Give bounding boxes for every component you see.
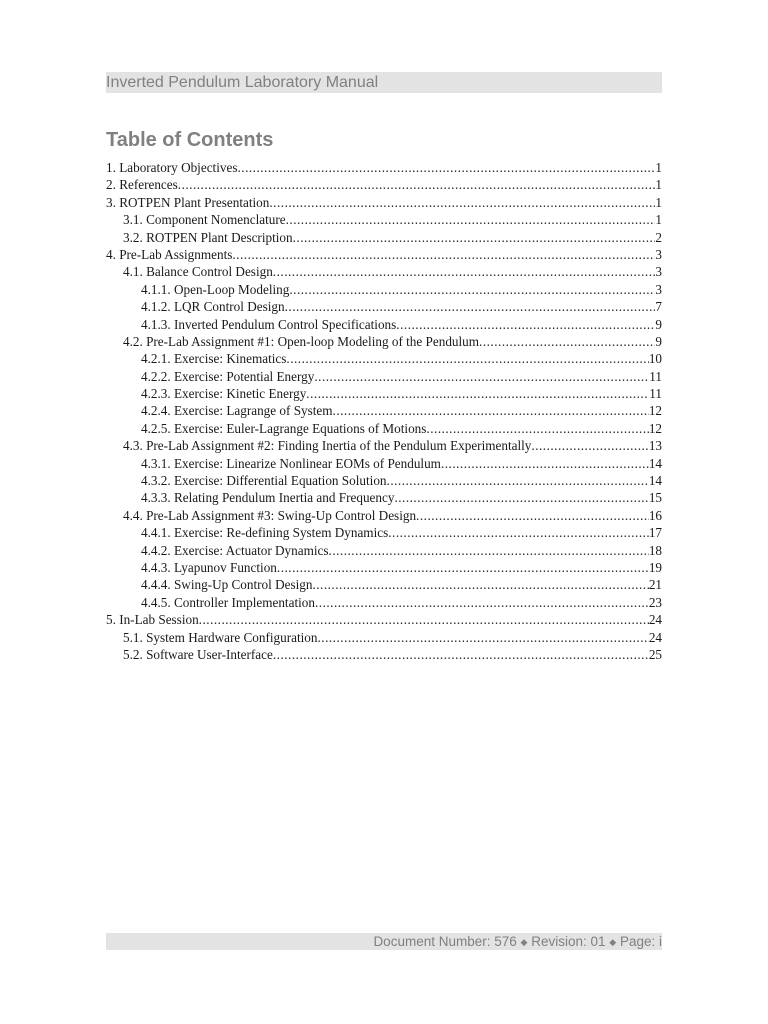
toc-entry[interactable] [106, 524, 662, 541]
toc-entry-label: 4.3.2. Exercise: Differential Equation Solution [141, 473, 387, 489]
toc-dot-leader [426, 420, 648, 437]
toc-entry-page: 17 [648, 525, 662, 541]
toc-entry[interactable] [106, 281, 662, 298]
toc-entry-label: 4.2.4. Exercise: Lagrange of System [141, 403, 333, 419]
toc-entry[interactable] [106, 298, 662, 315]
toc-entry[interactable] [106, 176, 662, 193]
toc-entry-label: 2. References [106, 177, 178, 193]
toc-entry-page: 11 [649, 368, 662, 384]
toc-title: Table of Contents [106, 129, 274, 151]
toc-entry-label: 4.1. Balance Control Design [123, 264, 273, 280]
toc-entry[interactable] [106, 594, 662, 611]
toc-entry-page: 9 [655, 333, 662, 349]
toc-entry-label: 4.2. Pre-Lab Assignment #1: Open-loop Modeling of the Pendulum [123, 333, 480, 349]
toc-entry-label: 3.2. ROTPEN Plant Description [123, 229, 293, 245]
toc-entry[interactable] [106, 350, 662, 367]
toc-entry-label: 4.4.5. Controller Implementation [141, 594, 315, 610]
footer-page: Page: i [619, 934, 662, 949]
toc-dot-leader [314, 368, 649, 385]
toc-entry[interactable] [106, 402, 662, 419]
toc-dot-leader [293, 229, 656, 246]
footer-separator-1: ◆ [520, 937, 528, 947]
toc-entry-label: 3.1. Component Nomenclature [123, 212, 286, 228]
toc-dot-leader [479, 333, 655, 350]
toc-entry[interactable] [106, 211, 662, 228]
toc-dot-leader [396, 316, 655, 333]
toc-entry[interactable] [106, 559, 662, 576]
toc-entry[interactable] [106, 246, 662, 263]
toc-entry-label: 4.2.3. Exercise: Kinetic Energy [141, 386, 307, 402]
toc-dot-leader [273, 646, 649, 663]
toc-entry-page: 12 [648, 403, 662, 419]
toc-dot-leader [286, 350, 648, 367]
toc-entry[interactable] [106, 576, 662, 593]
toc-dot-leader [269, 194, 655, 211]
toc-entry-page: 1 [655, 177, 662, 193]
toc-entry-label: 4.2.5. Exercise: Euler-Lagrange Equations of Motions [141, 420, 427, 436]
toc-entry-page: 24 [648, 612, 662, 628]
toc-entry-page: 15 [648, 490, 662, 506]
toc-entry-page: 11 [649, 386, 662, 402]
footer-text [373, 933, 662, 951]
toc-entry-page: 3 [655, 264, 662, 280]
toc-dot-leader [273, 263, 656, 280]
toc-dot-leader [199, 611, 649, 628]
toc-entry[interactable] [106, 263, 662, 280]
toc-dot-leader [306, 385, 649, 402]
toc-entry-label: 4.4.2. Exercise: Actuator Dynamics [141, 542, 329, 558]
toc-entry-page: 7 [655, 299, 662, 315]
toc-entry-label: 5.1. System Hardware Configuration [123, 629, 318, 645]
toc-entry-page: 9 [655, 316, 662, 332]
toc-entry-label: 4.4.4. Swing-Up Control Design [141, 577, 313, 593]
toc-entry[interactable] [106, 489, 662, 506]
toc-dot-leader [285, 298, 656, 315]
toc-entry-label: 4.1.3. Inverted Pendulum Control Specifications [141, 316, 397, 332]
toc-dot-leader [329, 542, 649, 559]
toc-entry-label: 4.4.1. Exercise: Re-defining System Dynamics [141, 525, 389, 541]
toc-list [106, 159, 662, 663]
toc-entry[interactable] [106, 472, 662, 489]
toc-dot-leader [277, 559, 649, 576]
toc-entry-page: 19 [648, 559, 662, 575]
toc-entry[interactable] [106, 629, 662, 646]
toc-dot-leader [232, 246, 655, 263]
toc-entry-page: 1 [655, 194, 662, 210]
toc-dot-leader [289, 281, 655, 298]
toc-dot-leader [394, 489, 648, 506]
toc-dot-leader [531, 437, 648, 454]
footer-document-number: Document Number: 576 [373, 934, 517, 949]
toc-dot-leader [315, 594, 649, 611]
toc-entry[interactable] [106, 420, 662, 437]
toc-entry-page: 3 [655, 246, 662, 262]
toc-dot-leader [333, 402, 649, 419]
toc-entry-label: 4.1.2. LQR Control Design [141, 299, 285, 315]
toc-entry-label: 4.3. Pre-Lab Assignment #2: Finding Inertia of the Pendulum Experimentally [123, 438, 532, 454]
footer-separator-2: ◆ [609, 937, 617, 947]
toc-entry-label: 3. ROTPEN Plant Presentation [106, 194, 270, 210]
toc-entry[interactable] [106, 437, 662, 454]
header-title: Inverted Pendulum Laboratory Manual [106, 74, 379, 91]
toc-entry-page: 18 [648, 542, 662, 558]
toc-entry[interactable] [106, 507, 662, 524]
toc-entry[interactable] [106, 316, 662, 333]
toc-entry-page: 12 [648, 420, 662, 436]
toc-entry-page: 16 [648, 507, 662, 523]
toc-dot-leader [312, 576, 648, 593]
toc-entry-page: 3 [655, 281, 662, 297]
toc-entry-page: 10 [648, 351, 662, 367]
toc-entry-label: 4.2.1. Exercise: Kinematics [141, 351, 287, 367]
toc-entry-page: 14 [648, 455, 662, 471]
toc-dot-leader [387, 472, 649, 489]
toc-entry-page: 25 [648, 646, 662, 662]
running-header [106, 72, 662, 93]
footer-revision: Revision: 01 [531, 934, 606, 949]
toc-entry-label: 4.2.2. Exercise: Potential Energy [141, 368, 315, 384]
toc-dot-leader [237, 159, 655, 176]
toc-entry-page: 24 [648, 629, 662, 645]
toc-entry[interactable] [106, 542, 662, 559]
toc-entry[interactable] [106, 159, 662, 176]
toc-entry[interactable] [106, 455, 662, 472]
toc-entry-page: 21 [648, 577, 662, 593]
toc-entry[interactable] [106, 385, 662, 402]
toc-entry[interactable] [106, 368, 662, 385]
toc-entry-label: 4.4.3. Lyapunov Function [141, 559, 277, 575]
toc-entry-label: 4. Pre-Lab Assignments [106, 246, 233, 262]
toc-entry-label: 5. In-Lab Session [106, 612, 199, 628]
toc-entry[interactable] [106, 194, 662, 211]
toc-entry-label: 1. Laboratory Objectives [106, 160, 238, 175]
toc-entry-label: 4.3.1. Exercise: Linearize Nonlinear EOMs of Pendulum [141, 455, 441, 471]
toc-dot-leader [388, 524, 649, 541]
toc-entry-label: 4.4. Pre-Lab Assignment #3: Swing-Up Control Design [123, 507, 417, 523]
toc-entry-page: 1 [655, 212, 662, 228]
toc-entry-page: 23 [648, 594, 662, 610]
toc-dot-leader [178, 176, 656, 193]
toc-entry[interactable] [106, 646, 662, 663]
toc-entry-page: 2 [655, 229, 662, 245]
toc-entry[interactable] [106, 611, 662, 628]
toc-entry-label: 4.3.3. Relating Pendulum Inertia and Frequency [141, 490, 395, 506]
toc-dot-leader [441, 455, 649, 472]
toc-dot-leader [416, 507, 649, 524]
toc-entry-page: 14 [648, 473, 662, 489]
running-footer [106, 933, 662, 950]
toc-entry[interactable] [106, 229, 662, 246]
toc-entry-page: 1 [655, 160, 662, 175]
toc-dot-leader [286, 211, 656, 228]
toc-entry[interactable] [106, 333, 662, 350]
toc-entry-label: 5.2. Software User-Interface [123, 646, 273, 662]
toc-entry-page: 13 [648, 438, 662, 454]
toc-dot-leader [317, 629, 648, 646]
toc-entry-label: 4.1.1. Open-Loop Modeling [141, 281, 290, 297]
